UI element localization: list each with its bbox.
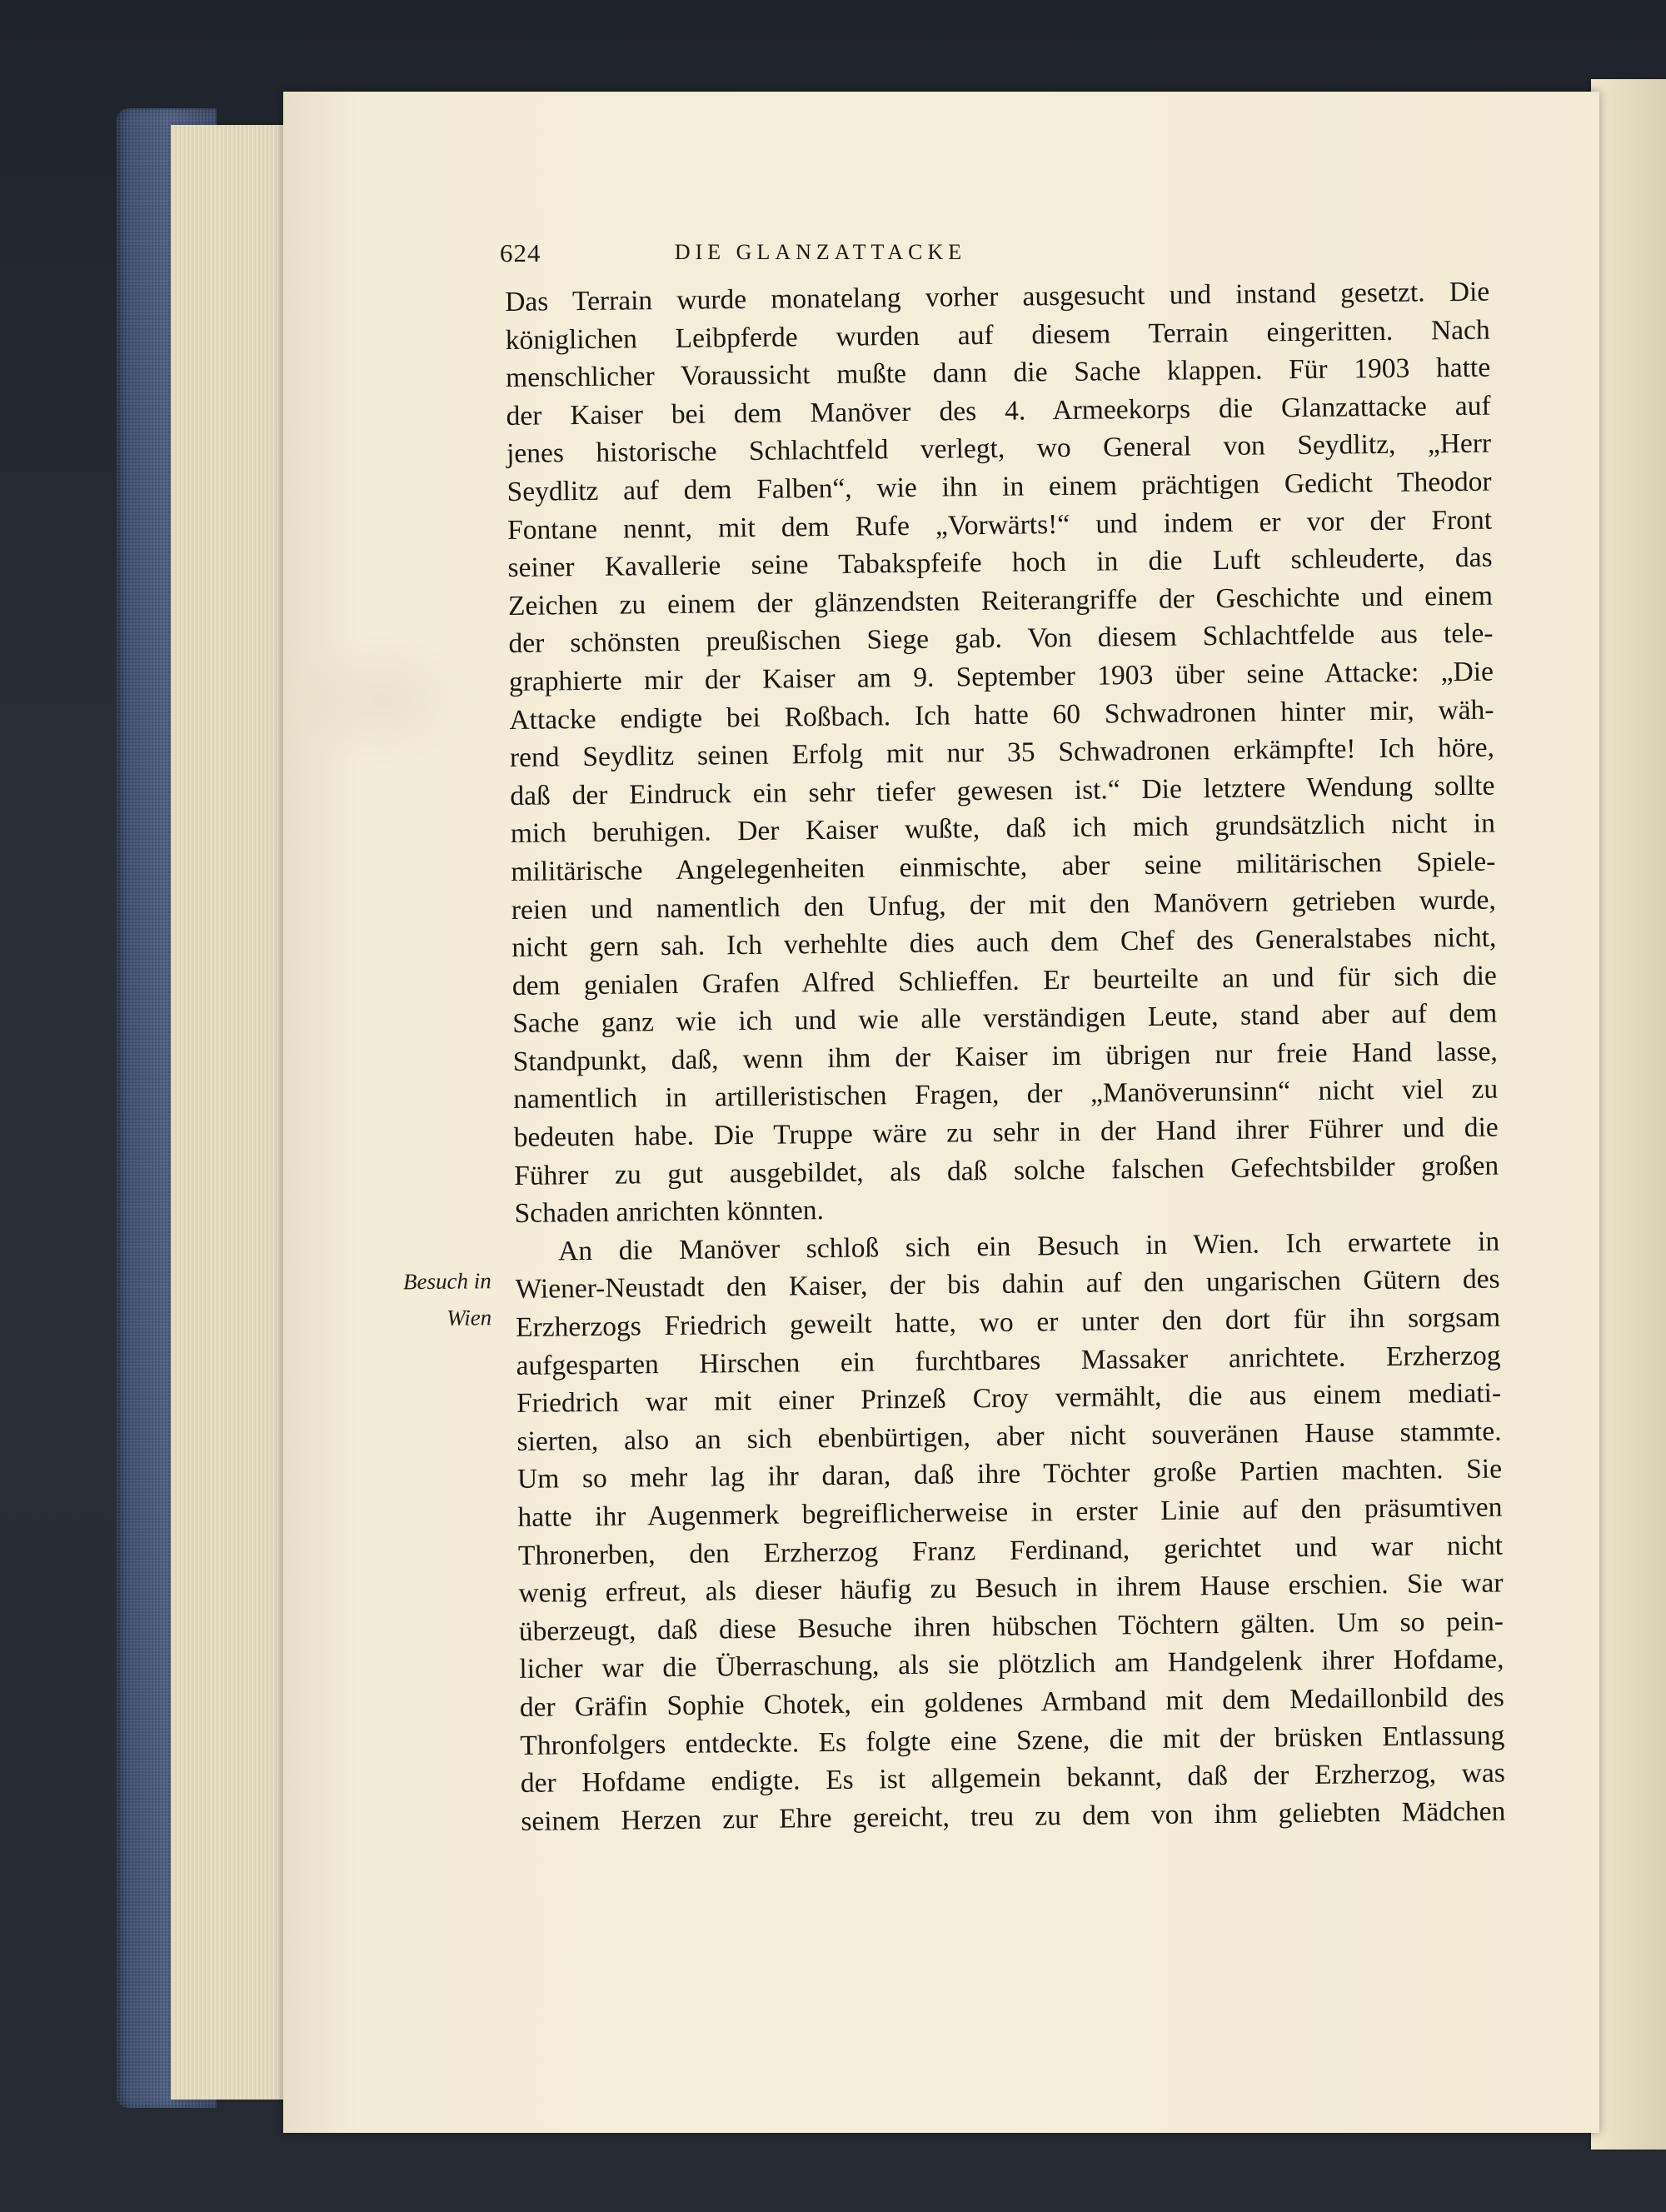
running-head bbox=[500, 238, 1141, 272]
text-line: seiner Kavallerie seine Tabakspfeife hoch in die Luft schleuderte, das bbox=[507, 542, 1493, 584]
text-line: Wiener-Neustadt den Kaiser, der bis dahin auf den ungarischen Gütern des bbox=[515, 1263, 1500, 1306]
text-line: mich beruhigen. Der Kaiser wußte, daß ich mich grundsätzlich nicht in bbox=[510, 807, 1496, 850]
text-line: Sache ganz wie ich und wie alle verständigen Leute, stand aber auf dem bbox=[512, 997, 1498, 1040]
running-title: DIE GLANZATTACKE bbox=[674, 240, 967, 264]
text-line: dem genialen Grafen Alfred Schlieffen. Er beurteilte an und für sich die bbox=[511, 960, 1497, 1001]
text-line: menschlicher Voraussicht mußte dann die Sache klappen. Für 1903 hatte bbox=[505, 352, 1491, 394]
text-line: Attacke endigte bei Roßbach. Ich hatte 60 Schwadronen hinter mir, wäh- bbox=[509, 694, 1494, 736]
text-line: Seydlitz auf dem Falben“, wie ihn in einem prächtigen Gedicht Theodor bbox=[506, 466, 1492, 507]
text-line: Führer zu gut ausgebildet, als daß solche falschen Gefechtsbilder großen bbox=[514, 1150, 1499, 1191]
text-line: militärische Angelegenheiten einmischte, aber seine militärischen Spiele- bbox=[511, 846, 1496, 887]
text-line: Um so mehr lag ihr daran, daß ihre Töchter große Partien machten. Sie bbox=[516, 1453, 1503, 1495]
text-line: Fontane nennt, mit dem Rufe „Vorwärts!“ und indem er vor der Front bbox=[506, 504, 1493, 546]
page-number: 624 bbox=[500, 238, 541, 267]
text-line: wenig erfreut, als dieser häufig zu Besuch in ihrem Hause erschien. Sie war bbox=[518, 1567, 1504, 1610]
text-line: Friedrich war mit einer Prinzeß Croy vermählt, die aus einem mediati- bbox=[516, 1377, 1502, 1420]
text-line: der schönsten preußischen Siege gab. Von diesem Schlachtfelde aus tele- bbox=[508, 617, 1494, 660]
text-line: Das Terrain wurde monatelang vorher ausgesucht und instand gesetzt. Die bbox=[505, 276, 1490, 317]
page-edges bbox=[171, 125, 287, 2100]
body-text bbox=[505, 273, 1506, 1841]
text-line: sierten, also an sich ebenbürtigen, aber nicht souveränen Hause stammte. bbox=[516, 1416, 1502, 1457]
margin-note-line: Besuch in bbox=[402, 1268, 491, 1295]
text-line: jenes historische Schlachtfeld verlegt, wo General von Seydlitz, „Herr bbox=[506, 427, 1492, 470]
text-line: Zeichen zu einem der glänzendsten Reiterangriffe der Geschichte und einem bbox=[507, 580, 1494, 622]
margin-note-line: Wien bbox=[446, 1305, 492, 1331]
text-line: aufgesparten Hirschen ein furchtbares Massaker anrichtete. Erzherzog bbox=[516, 1340, 1501, 1381]
text-line: licher war die Überraschung, als sie plötzlich am Handgelenk ihrer Hofdame, bbox=[519, 1643, 1504, 1685]
text-line: daß der Eindruck ein sehr tiefer gewesen ist.“ Die letztere Wendung sollte bbox=[510, 770, 1495, 811]
text-line: Thronerben, den Erzherzog Franz Ferdinand, gerichtet und war nicht bbox=[517, 1530, 1504, 1571]
text-line: hatte ihr Augenmerk begreiflicherweise in erster Linie auf den präsumtiven bbox=[517, 1491, 1503, 1533]
text-line: Schaden anrichten könnten. bbox=[514, 1195, 825, 1230]
show-through bbox=[292, 633, 475, 766]
text-line: der Hofdame endigte. Es ist allgemein bekannt, daß der Erzherzog, was bbox=[520, 1757, 1505, 1800]
text-line: der Kaiser bei dem Manöver des 4. Armeekorps die Glanzattacke auf bbox=[506, 390, 1491, 432]
text-line: der Gräfin Sophie Chotek, ein goldenes Armband mit dem Medaillonbild des bbox=[519, 1681, 1505, 1723]
text-line: rend Seydlitz seinen Erfolg mit nur 35 Schwadronen erkämpfte! Ich höre, bbox=[509, 732, 1495, 774]
text-line: bedeuten habe. Die Truppe wäre zu sehr in der Hand ihrer Führer und die bbox=[513, 1111, 1499, 1154]
text-line: Standpunkt, daß, wenn ihm der Kaiser im übrigen nur freie Hand lasse, bbox=[512, 1036, 1498, 1077]
facing-page-edge bbox=[1591, 79, 1666, 2150]
text-line: An die Manöver schloß sich ein Besuch in Wien. Ich erwartete in bbox=[557, 1226, 1500, 1267]
text-line: seinem Herzen zur Ehre gereicht, treu zu dem von ihm geliebten Mädchen bbox=[521, 1795, 1506, 1837]
text-line: Erzherzogs Friedrich geweilt hatte, wo er unter den dort für ihn sorgsam bbox=[515, 1301, 1501, 1343]
text-line: graphierte mir der Kaiser am 9. September 1903 über seine Attacke: „Die bbox=[508, 656, 1494, 697]
text-line: überzeugt, daß diese Besuche ihren hübschen Töchtern gälten. Um so pein- bbox=[518, 1605, 1504, 1647]
margin-note bbox=[367, 1262, 492, 1337]
text-line: Thronfolgers entdeckte. Es folgte eine Szene, die mit der brüsken Entlassung bbox=[520, 1720, 1505, 1761]
text-line: königlichen Leibpferde wurden auf diesem Terrain eingeritten. Nach bbox=[505, 314, 1490, 356]
text-line: namentlich in artilleristischen Fragen, der „Manöverunsinn“ nicht viel zu bbox=[513, 1074, 1499, 1116]
text-line: nicht gern sah. Ich verhehlte dies auch dem Chef des Generalstabes nicht, bbox=[511, 921, 1497, 964]
text-line: reien und namentlich den Unfug, der mit den Manövern getrieben wurde, bbox=[511, 884, 1497, 926]
